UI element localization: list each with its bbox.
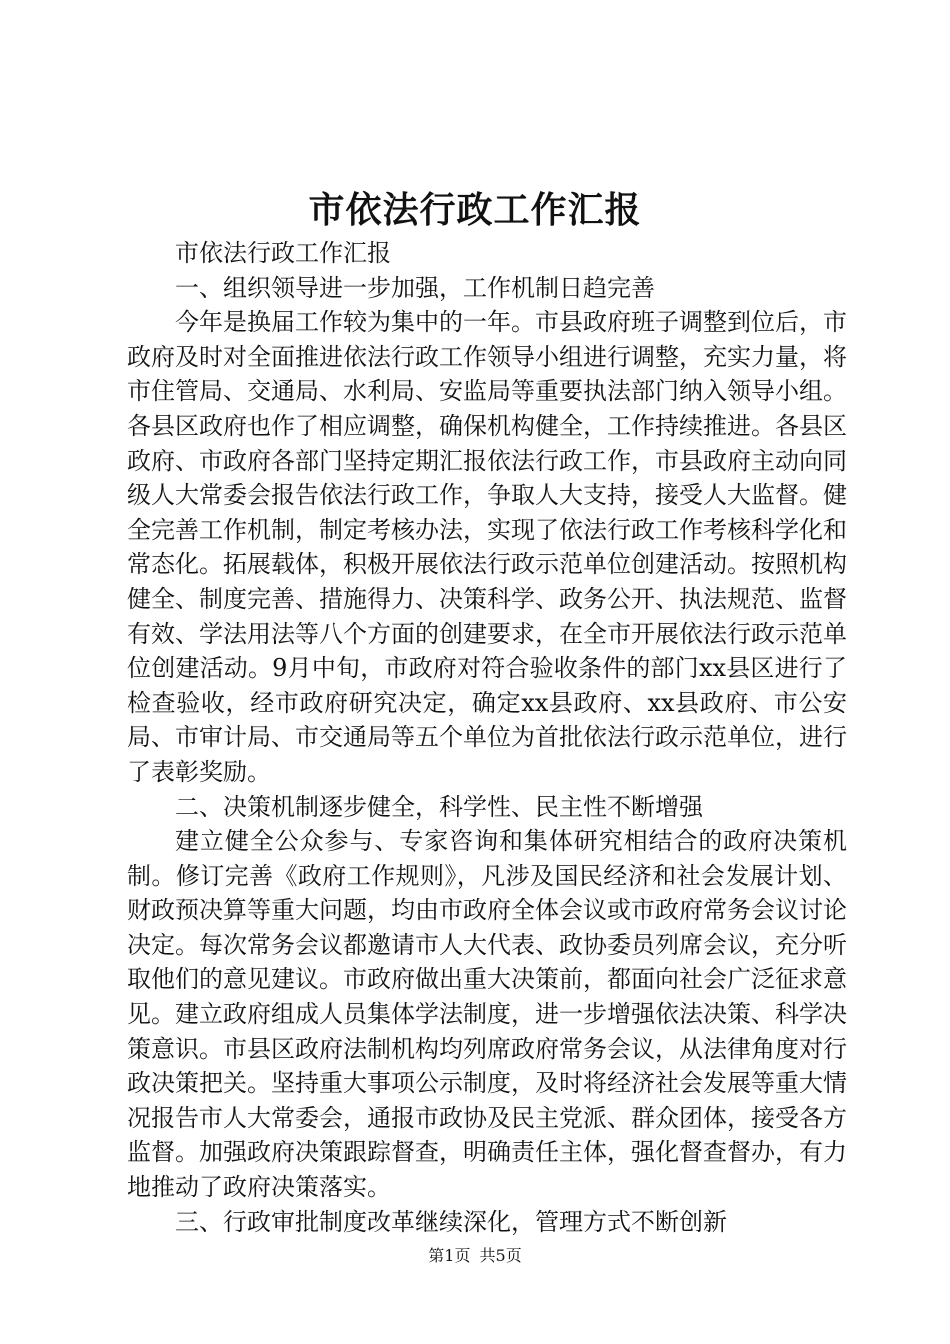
section-heading-3: 三、行政审批制度改革继续深化，管理方式不断创新 (175, 1207, 727, 1236)
paragraph-subtitle: 市依法行政工作汇报 (175, 239, 391, 267)
document-title: 市依法行政工作汇报 (308, 189, 642, 231)
page-number: 第1页 (428, 1246, 471, 1265)
section-heading-1: 一、组织领导进一步加强，工作机制日趋完善 (175, 273, 655, 302)
section-heading-2: 二、决策机制逐步健全，科学性、民主性不断增强 (175, 792, 703, 821)
paragraph-section-1: 今年是换届工作较为集中的一年。市县政府班子调整到位后，市政府及时对全面推进依法行政工作领导小组进行调整，充实力量，将市住管局、交通局、水利局、安监局等重要执法部门纳入领导小组。各县区政府也作了相应调整，确保机构健全，工作持续推进。各县区政府、市政府各部门坚持定期汇报依法行政工作，市县政府主动向同级人大常委会报告依法行政工作，争取人大支持，接受人大监督。健全完善工作机制，制定考核办法，实现了依法行政工作考核科学化和常态化。拓展载体，积极开展依法行政示范单位创建活动。按照机构健全、制度完善、措施得力、决策科学、政务公开、执法规范、监督有效、学法用法等八个方面的创建要求，在全市开展依法行政示范单位创建活动。9月中旬，市政府对符合验收条件的部门xx县区进行了检查验收，经市政府研究决定，确定xx县政府、xx县政府、市公安局、市审计局、市交通局等五个单位为首批依法行政示范单位，进行了表彰奖励。 (127, 308, 847, 786)
document-body (127, 236, 847, 1239)
page-total: 共5页 (479, 1246, 522, 1265)
page-footer (0, 1245, 950, 1267)
paragraph-section-2: 建立健全公众参与、专家咨询和集体研究相结合的政府决策机制。修订完善《政府工作规则》，凡涉及国民经济和社会发展计划、财政预决算等重大问题，均由市政府全体会议或市政府常务会议讨论决定。每次常务会议都邀请市人大代表、政协委员列席会议，充分听取他们的意见建议。市政府做出重大决策前，都面向社会广泛征求意见。建立政府组成人员集体学法制度，进一步增强依法决策、科学决策意识。市县区政府法制机构均列席政府常务会议，从法律角度对行政决策把关。坚持重大事项公示制度，及时将经济社会发展等重大情况报告市人大常委会，通报市政协及民主党派、群众团体，接受各方监督。加强政府决策跟踪督查，明确责任主体，强化督查督办，有力地推动了政府决策落实。 (127, 827, 847, 1202)
